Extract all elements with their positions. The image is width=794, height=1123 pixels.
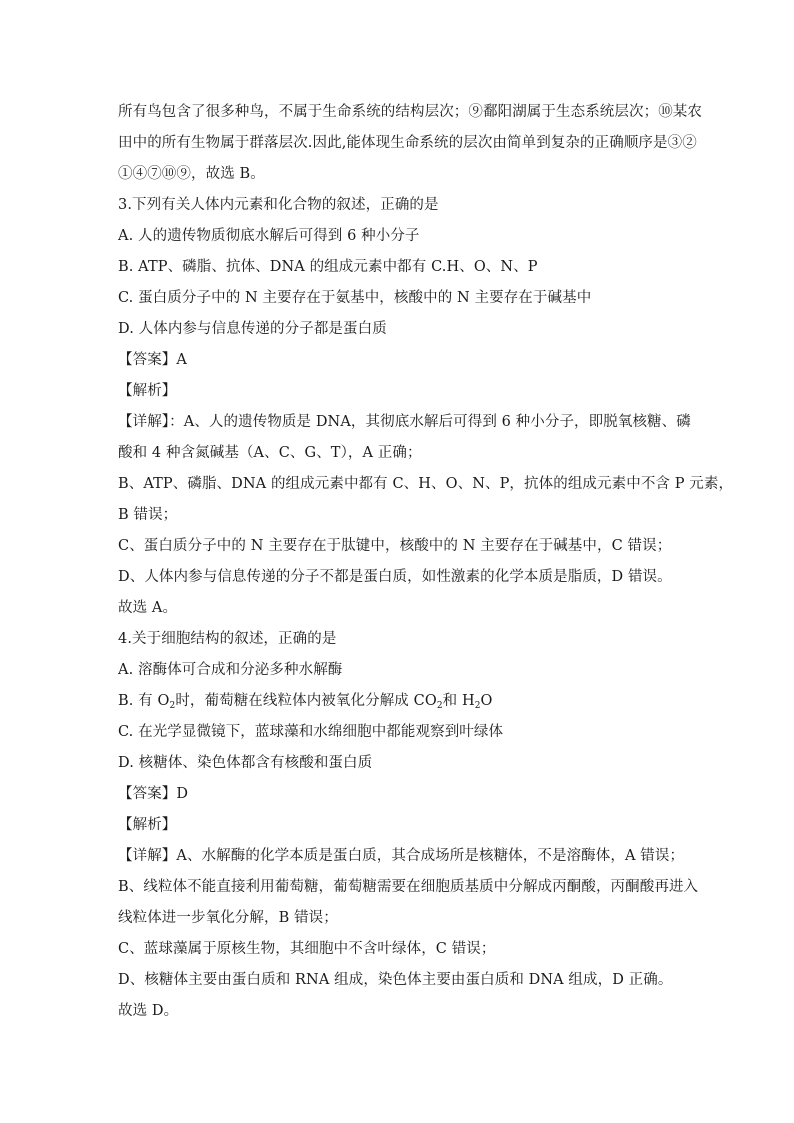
explanation-line: B 错误； [118,507,178,523]
explanation-line: C、蓝球藻属于原核生物，其细胞中不含叶绿体，C 错误； [118,941,496,957]
question-3-option-a: A. 人的遗传物质彻底水解后可得到 6 种小分子 [118,228,420,244]
explanation-line: 酸和 4 种含氮碱基（A、C、G、T），A 正确； [118,445,422,461]
explanation-line: B、线粒体不能直接利用葡萄糖，葡萄糖需要在细胞质基质中分解成丙酮酸，丙酮酸再进入 [118,879,699,895]
explanation-line: 【详解】A、水解酶的化学本质是蛋白质，其合成场所是核糖体，不是溶酶体，A 错误； [118,848,685,864]
question-4-option-a: A. 溶酶体可合成和分泌多种水解酶 [118,662,343,678]
question-4-option-b: B. 有 $O_2$时，葡萄糖在线粒体内被氧化分解成 $CO_2$和 $H_2O$ [118,693,493,711]
explanation-line: 线粒体进一步氧化分解，B 错误； [118,910,338,926]
text-line: 所有鸟包含了很多种鸟，不属于生命系统的结构层次；⑨鄱阳湖属于生态系统层次；⑩某农 [118,104,702,120]
analysis-label: 【解析】 [118,383,177,399]
text-line: ①④⑦⑩⑨，故选 B。 [118,166,265,182]
question-3-option-d: D. 人体内参与信息传递的分子都是蛋白质 [118,321,387,337]
explanation-line: D、人体内参与信息传递的分子不都是蛋白质，如性激素的化学本质是脂质，D 错误。 [118,569,672,585]
explanation-line: 【详解】：A、人的遗传物质是 DNA，其彻底水解后可得到 6 种小分子，即脱氧核糖、磷 [118,414,691,430]
text-line: 田中的所有生物属于群落层次.因此,能体现生命系统的层次由简单到复杂的正确顺序是③② [118,135,697,151]
conclusion-line: 故选 A。 [118,600,178,616]
question-3-stem: 3.下列有关人体内元素和化合物的叙述，正确的是 [118,197,439,213]
explanation-line: D、核糖体主要由蛋白质和 RNA 组成，染色体主要由蛋白质和 DNA 组成，D 正确。 [118,972,673,988]
analysis-label: 【解析】 [118,817,177,833]
answer-label: 【答案】A [118,352,187,368]
question-3-option-b: B. ATP、磷脂、抗体、DNA 的组成元素中都有 C.H、O、N、P [118,259,538,275]
answer-label: 【答案】D [118,786,189,802]
question-4-option-c: C. 在光学显微镜下，蓝球藻和水绵细胞中都能观察到叶绿体 [118,724,504,740]
conclusion-line: 故选 D。 [118,1003,179,1019]
question-4-stem: 4.关于细胞结构的叙述，正确的是 [118,631,337,647]
explanation-line: C、蛋白质分子中的 N 主要存在于肽键中，核酸中的 N 主要存在于碱基中，C 错误； [118,538,672,554]
question-3-option-c: C. 蛋白质分子中的 N 主要存在于氨基中，核酸中的 N 主要存在于碱基中 [118,290,592,306]
question-4-option-d: D. 核糖体、染色体都含有核酸和蛋白质 [118,755,373,771]
explanation-line: B、ATP、磷脂、DNA 的组成元素中都有 C、H、O、N、P，抗体的组成元素中不含 P 元素， [118,476,734,492]
